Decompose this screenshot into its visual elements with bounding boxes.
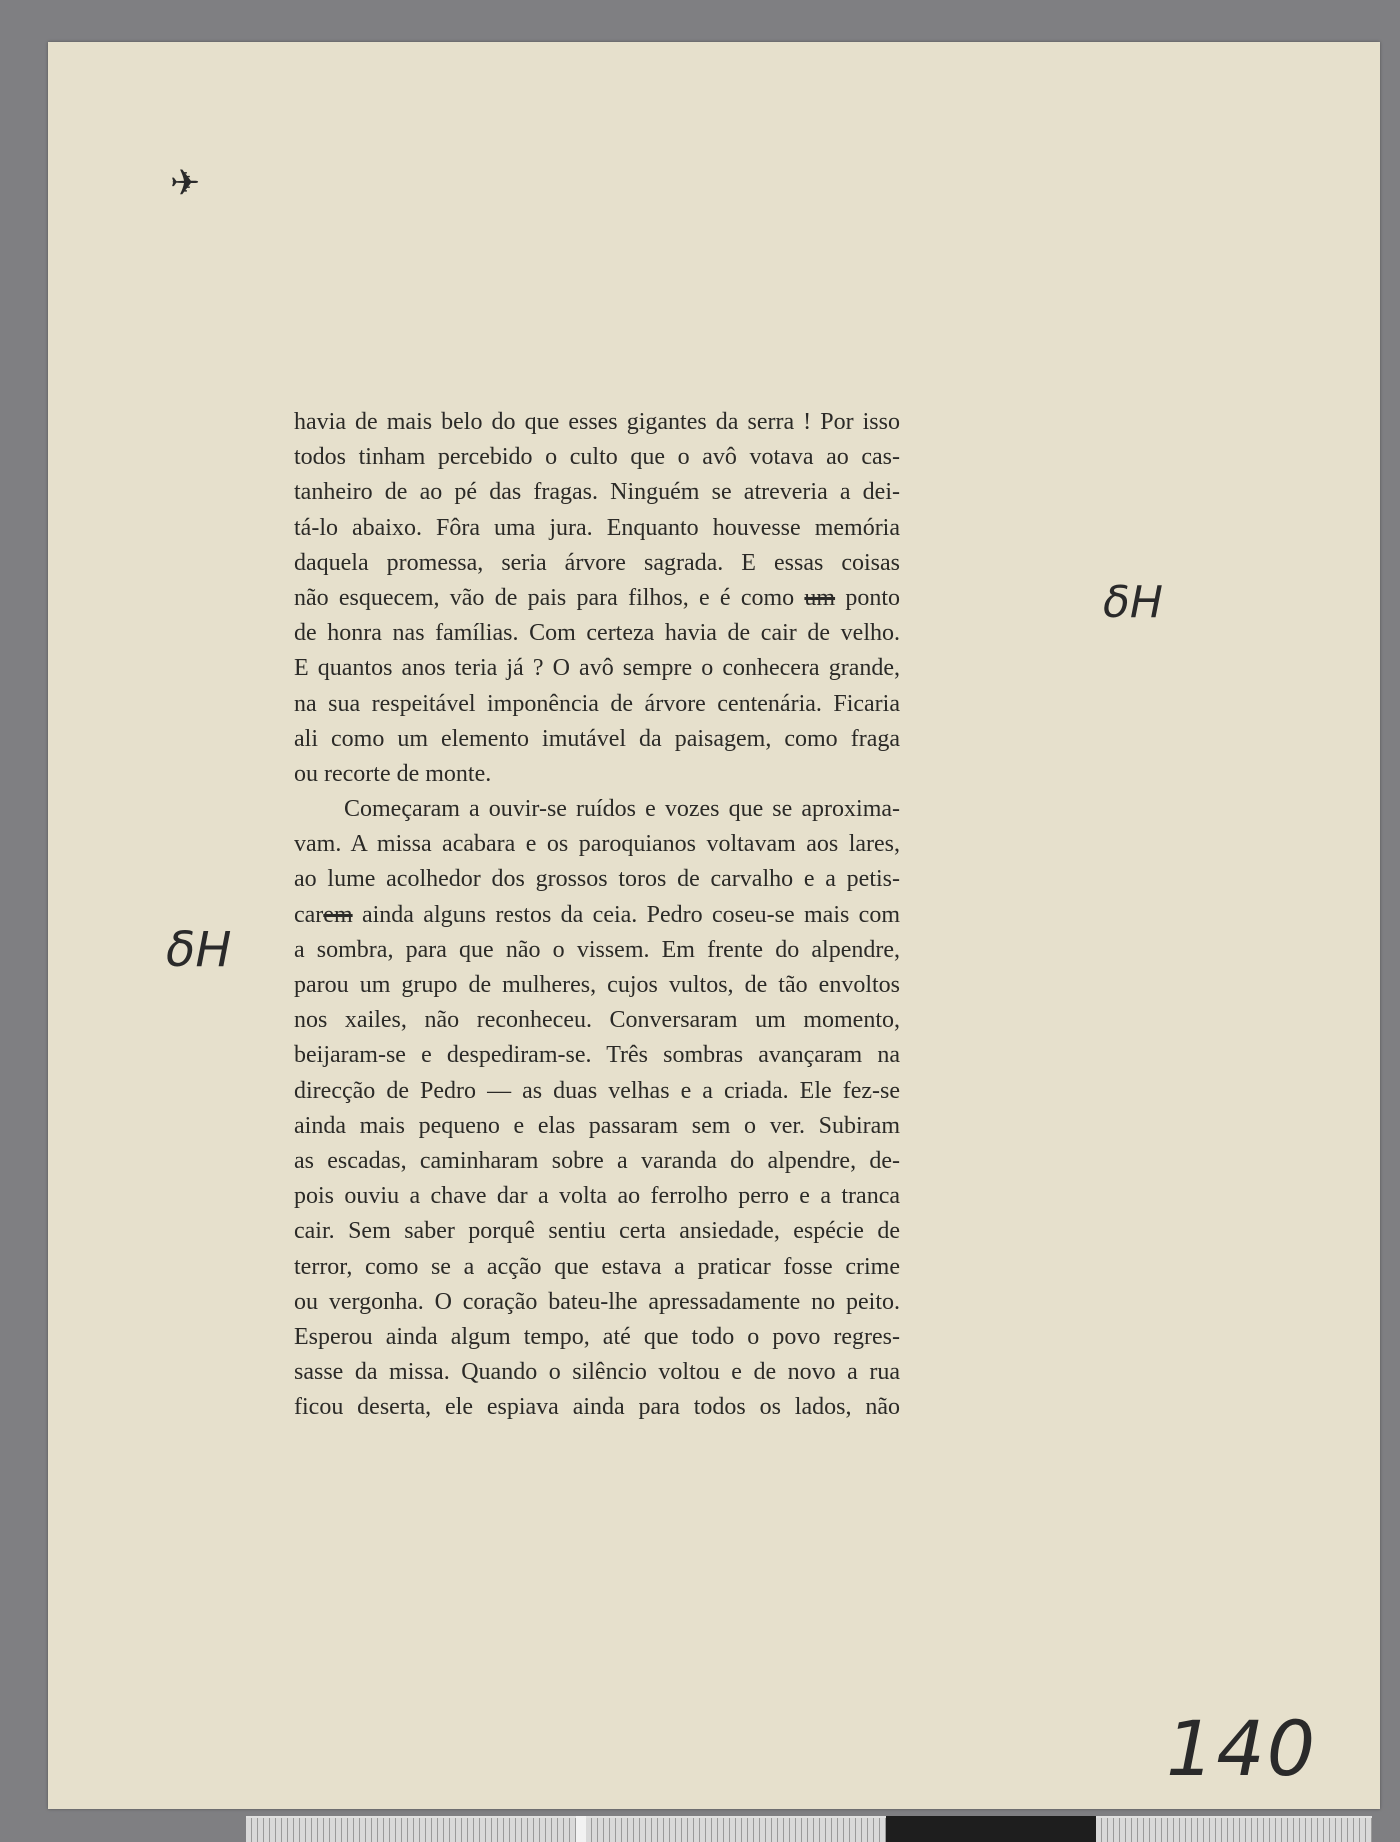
corner-mark-icon: ✈ (170, 163, 201, 203)
text-line: a sombra, para que não o vissem. Em frente do alpendre, (294, 936, 900, 963)
text-line: ou vergonha. O coração bateu-lhe apressadamente no peito. (294, 1288, 900, 1315)
text-line: tá-lo abaixo. Fôra uma jura. Enquanto houvesse memória (294, 514, 900, 541)
paragraph-start-line: Começaram a ouvir-se ruídos e vozes que se aproxima- (344, 796, 900, 823)
text-fragment: ponto (845, 584, 901, 611)
text-fragment: não esquecem, vão de pais para filhos, e é como (294, 584, 795, 611)
ruler-segment (246, 1816, 576, 1842)
ruler-segment (1096, 1816, 1372, 1842)
text-line: as escadas, caminharam sobre a varanda do alpendre, de- (294, 1147, 900, 1174)
text-line: sasse da missa. Quando o silêncio voltou e de novo a rua (294, 1359, 900, 1386)
text-line: daquela promessa, seria árvore sagrada. E essas coisas (294, 549, 900, 576)
text-line: todos tinham percebido o culto que o avô votava ao cas- (294, 444, 900, 471)
ruler-segment (586, 1816, 886, 1842)
paragraph-end-line: ou recorte de monte. (294, 760, 492, 787)
text-line: ainda mais pequeno e elas passaram sem o ver. Subiram (294, 1112, 900, 1139)
text-line: havia de mais belo do que esses gigantes da serra ! Por isso (294, 409, 900, 435)
struck-word: um (804, 584, 836, 611)
text-line: cair. Sem saber porquê sentiu certa ansiedade, espécie de (294, 1218, 900, 1245)
text-line: de honra nas famílias. Com certeza havia de cair de velho. (294, 620, 900, 647)
ruler-segment (886, 1816, 1096, 1842)
manuscript-page (48, 42, 1380, 1809)
handwritten-initials-right: δH (1103, 577, 1164, 628)
text-line: parou um grupo de mulheres, cujos vultos, de tão envoltos (294, 972, 900, 998)
text-line: terror, como se a acção que estava a praticar fosse crime (294, 1253, 900, 1280)
text-line-with-correction (294, 898, 900, 933)
text-line: beijaram-se e despediram-se. Três sombras avançaram na (294, 1042, 900, 1069)
handwritten-page-number: 140 (1166, 1704, 1318, 1793)
text-line: na sua respeitável imponência de árvore centenária. Ficaria (294, 690, 900, 717)
text-line: ali como um elemento imutável da paisagem, como fraga (294, 725, 900, 752)
struck-word: em (323, 901, 353, 928)
text-line: E quantos anos teria já ? O avô sempre o conhecera grande, (294, 655, 900, 682)
text-line: pois ouviu a chave dar a volta ao ferrolho perro e a tranca (294, 1183, 900, 1210)
text-line: nos xailes, não reconheceu. Conversaram um momento, (294, 1007, 900, 1034)
scale-ruler (246, 1816, 1372, 1842)
text-fragment: car (294, 901, 324, 928)
text-fragment: ainda alguns restos da ceia. Pedro coseu-se mais com (352, 901, 900, 928)
text-line: tanheiro de ao pé das fragas. Ninguém se atreveria a dei- (294, 479, 900, 506)
ruler-segment (576, 1816, 586, 1842)
text-line-with-correction (294, 581, 900, 616)
text-line: Esperou ainda algum tempo, até que todo o povo regres- (294, 1323, 900, 1350)
text-line: vam. A missa acabara e os paroquianos voltavam aos lares, (294, 831, 900, 858)
text-line: ao lume acolhedor dos grossos toros de carvalho e a petis- (294, 866, 900, 893)
handwritten-initials-left: δH (166, 922, 232, 978)
text-line: direcção de Pedro — as duas velhas e a criada. Ele fez-se (294, 1077, 900, 1104)
body-text (294, 405, 900, 1425)
text-line: ficou deserta, ele espiava ainda para todos os lados, não (294, 1394, 900, 1421)
